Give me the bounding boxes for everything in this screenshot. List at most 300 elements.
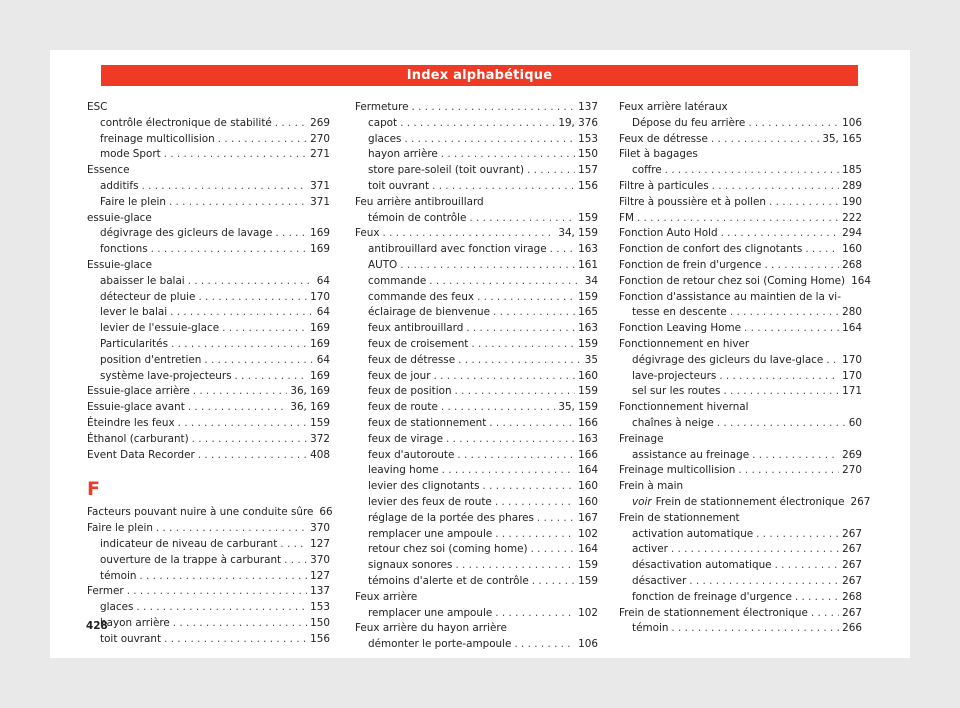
index-entry-label: [619, 511, 740, 527]
index-page-ref: 159: [578, 574, 598, 587]
dot-leader: [756, 527, 839, 543]
index-entry-label: [368, 511, 534, 527]
index-page-ref: 271: [310, 148, 330, 161]
index-entry-label: [368, 400, 438, 416]
index-entry-text: dégivrage des gicleurs de lavage: [100, 227, 273, 240]
index-entry-label: [368, 258, 397, 274]
index-entry-text: Essuie-glace: [87, 258, 152, 271]
index-entry-label: [355, 590, 417, 606]
dot-leader: [383, 226, 556, 242]
index-entry-label: [100, 569, 136, 585]
index-page-ref: 267: [842, 606, 862, 619]
index-entry: [87, 305, 330, 321]
index-page-ref: 166: [578, 416, 598, 429]
index-entry-text: Frein à main: [619, 480, 684, 493]
index-entry-text: hayon arrière: [368, 148, 438, 161]
dot-leader: [469, 211, 575, 227]
index-page-ref: 164: [842, 322, 862, 335]
index-entry-label: [368, 606, 492, 622]
index-entry-label: [100, 632, 161, 648]
dot-leader: [744, 321, 839, 337]
index-entry-text: Frein de stationnement électronique: [619, 606, 808, 619]
index-entry-text: contrôle électronique de stabilité: [100, 116, 272, 129]
index-entry: [619, 258, 862, 274]
index-entry-text: position d'entretien: [100, 353, 202, 366]
index-entry-text: levier de l'essuie-glace: [100, 322, 220, 335]
page-header-title: Index alphabétique: [101, 65, 858, 86]
index-entry: [355, 305, 598, 321]
index-entry: [619, 527, 862, 543]
index-entry-label: [632, 495, 845, 511]
index-page-ref: 164: [578, 543, 598, 556]
index-entry-text: réglage de la portée des phares: [368, 511, 534, 524]
index-page-ref: 167: [578, 511, 598, 524]
index-page-ref: 165: [578, 306, 598, 319]
index-entry-text: leaving home: [368, 464, 439, 477]
index-page-ref: 169: [310, 369, 330, 382]
index-entry-label: [100, 116, 272, 132]
dot-leader: [455, 558, 575, 574]
index-page-ref: 289: [842, 179, 862, 192]
index-entry-label: [632, 384, 720, 400]
index-entry-label: [632, 116, 745, 132]
index-entry-label: [87, 416, 175, 432]
index-entry-label: [632, 163, 662, 179]
index-entry-label: [632, 590, 792, 606]
dot-leader: [164, 632, 307, 648]
index-entry-label: [87, 584, 124, 600]
index-section-letter: F: [87, 478, 100, 501]
index-entry-label: [368, 495, 492, 511]
dot-leader: [477, 290, 575, 306]
index-entry-text: Éthanol (carburant): [87, 432, 189, 445]
index-entry-text: Frein de stationnement électronique: [655, 495, 845, 508]
index-entry-text: Facteurs pouvant nuire à une conduite sûre: [87, 506, 314, 519]
index-entry-label: [619, 211, 634, 227]
dot-leader: [400, 116, 555, 132]
index-entry: [619, 163, 862, 179]
index-page-ref: 64: [316, 353, 330, 366]
index-entry-text: Faire le plein: [87, 522, 153, 535]
dot-leader: [218, 132, 307, 148]
index-heading: [87, 163, 330, 179]
index-entry: [619, 274, 871, 290]
index-page-ref: 64: [316, 306, 330, 319]
index-entry: [87, 432, 330, 448]
index-page-ref: 153: [310, 601, 330, 614]
index-page-ref: 137: [310, 585, 330, 598]
index-entry-label: [368, 527, 492, 543]
dot-leader: [721, 226, 840, 242]
index-entry: [355, 432, 598, 448]
index-page-ref: 157: [578, 164, 598, 177]
index-page-ref: 190: [842, 195, 862, 208]
index-page-ref: 159: [578, 559, 598, 572]
index-entry-label: [368, 179, 429, 195]
dot-leader: [752, 448, 839, 464]
dot-leader: [769, 195, 839, 211]
index-entry: [355, 147, 598, 163]
index-entry-text: additifs: [100, 179, 139, 192]
index-entry-label: [87, 163, 129, 179]
index-entry-text: store pare-soleil (toit ouvrant): [368, 164, 525, 177]
dot-leader: [188, 274, 314, 290]
index-entry: [87, 195, 330, 211]
index-entry: [87, 337, 330, 353]
index-entry-text: essuie-glace: [87, 211, 152, 224]
index-entry: [87, 132, 330, 148]
index-entry-label: [619, 258, 761, 274]
index-entry-text: feux de route: [368, 401, 438, 414]
index-page-ref: 159: [578, 211, 598, 224]
index-entry-text: désactiver: [632, 574, 687, 587]
index-page-ref: 66: [319, 506, 333, 519]
index-page-ref: 294: [842, 227, 862, 240]
index-entry-label: [632, 369, 716, 385]
index-entry-text: glaces: [100, 601, 134, 614]
index-entry-label: [100, 353, 201, 369]
index-page-ref: 170: [842, 369, 862, 382]
index-entry-text: antibrouillard avec fonction virage: [368, 243, 547, 256]
index-entry: [87, 369, 330, 385]
index-page-ref: 161: [578, 258, 598, 271]
index-page-ref: 106: [842, 116, 862, 129]
index-entry-label: [87, 211, 152, 227]
index-page-ref: 34: [584, 274, 598, 287]
index-entry-text: feux de croisement: [368, 337, 469, 350]
index-entry-label: [368, 274, 426, 290]
index-entry-label: [632, 305, 727, 321]
index-entry: [619, 558, 862, 574]
index-entry-label: [619, 195, 766, 211]
index-entry-label: [87, 258, 152, 274]
index-page-ref: 372: [310, 432, 330, 445]
index-entry-label: [368, 163, 524, 179]
index-entry: [355, 290, 598, 306]
index-entry-label: [355, 621, 507, 637]
index-entry-text: Filet à bagages: [619, 148, 698, 161]
index-entry: [355, 337, 598, 353]
index-entry-label: [87, 384, 190, 400]
index-heading: [87, 100, 330, 116]
index-page-ref: 160: [578, 480, 598, 493]
dot-leader: [795, 590, 839, 606]
dot-leader: [198, 448, 307, 464]
index-heading: [355, 195, 598, 211]
index-entry-text: mode Sport: [100, 148, 161, 161]
index-page-ref: 160: [578, 369, 598, 382]
dot-leader: [495, 606, 575, 622]
index-column-1: [87, 100, 333, 648]
index-entry: [87, 616, 330, 632]
index-page: [50, 50, 910, 658]
dot-leader: [671, 621, 839, 637]
index-page-ref: 64: [316, 274, 330, 287]
index-entry: [87, 353, 330, 369]
index-page-ref: 156: [310, 632, 330, 645]
index-entry-text: signaux sonores: [368, 559, 453, 572]
index-entry-label: [100, 369, 232, 385]
index-entry: [87, 179, 330, 195]
index-entry: [619, 606, 862, 622]
index-entry: [87, 537, 330, 553]
index-entry-text: éclairage de bienvenue: [368, 306, 491, 319]
index-entry-label: [368, 637, 511, 653]
index-page-ref: 156: [578, 179, 598, 192]
dot-leader: [457, 448, 575, 464]
index-entry-text: toit ouvrant: [368, 179, 430, 192]
index-entry-label: [619, 100, 728, 116]
index-heading: [619, 337, 862, 353]
dot-leader: [717, 416, 846, 432]
index-entry: [355, 179, 598, 195]
index-page-ref: 266: [842, 622, 862, 635]
index-entry-label: [368, 463, 439, 479]
index-entry-label: [368, 542, 528, 558]
index-entry-label: [100, 195, 166, 211]
index-page-ref: 60: [848, 416, 862, 429]
index-entry-text: AUTO: [368, 258, 398, 271]
index-entry: [619, 574, 862, 590]
index-entry-text: feux de position: [368, 385, 452, 398]
index-entry-text: fonctions: [100, 243, 148, 256]
index-entry-label: [632, 416, 714, 432]
index-page-ref: 164: [851, 274, 871, 287]
index-entry-text: Fonction Auto Hold: [619, 227, 718, 240]
index-page-ref: 269: [842, 448, 862, 461]
index-entry-label: [87, 505, 313, 521]
index-entry: [87, 569, 330, 585]
index-entry-text: Essence: [87, 164, 130, 177]
index-entry-text: Freinage: [619, 432, 664, 445]
index-entry-text: Particularités: [100, 337, 168, 350]
dot-leader: [151, 242, 308, 258]
index-entry-text: capot: [368, 116, 398, 129]
index-entry-text: sel sur les routes: [632, 385, 721, 398]
dot-leader: [432, 179, 575, 195]
index-entry: [619, 116, 862, 132]
index-entry-text: tesse en descente: [632, 306, 727, 319]
index-page-ref: 268: [842, 590, 862, 603]
index-entry-text: Éteindre les feux: [87, 416, 175, 429]
index-heading: [619, 432, 862, 448]
index-page-ref: 166: [578, 448, 598, 461]
dot-leader: [204, 353, 313, 369]
index-entry-text: témoin de contrôle: [368, 211, 467, 224]
index-entry: [619, 242, 862, 258]
index-entry-text: Feux arrière: [355, 590, 418, 603]
index-entry: [355, 353, 598, 369]
index-page-ref: 36, 169: [290, 385, 330, 398]
index-entry: [87, 321, 330, 337]
index-heading: [355, 621, 598, 637]
index-page-ref: 268: [842, 258, 862, 271]
index-page-ref: 267: [842, 574, 862, 587]
index-entry-label: [100, 242, 148, 258]
index-entry-text: détecteur de pluie: [100, 290, 196, 303]
index-entry: [87, 242, 330, 258]
index-heading: [619, 511, 862, 527]
index-page-ref: 36, 169: [290, 401, 330, 414]
index-entry-label: [619, 463, 735, 479]
index-entry: [87, 553, 330, 569]
index-entry: [619, 353, 862, 369]
index-entry-label: [100, 290, 195, 306]
index-entry: [355, 384, 598, 400]
index-entry-label: [100, 321, 219, 337]
dot-leader: [275, 116, 307, 132]
index-entry-text: coffre: [632, 164, 662, 177]
index-entry-text: Fermer: [87, 585, 124, 598]
index-entry: [355, 479, 598, 495]
index-entry-label: [619, 432, 663, 448]
dot-leader: [730, 305, 839, 321]
dot-leader: [429, 274, 582, 290]
index-entry-label: [632, 353, 823, 369]
index-entry-text: feux de détresse: [368, 353, 456, 366]
index-page-ref: 160: [842, 243, 862, 256]
index-entry-text: ouverture de la trappe à carburant: [100, 553, 282, 566]
index-entry-label: [619, 274, 845, 290]
index-entry: [355, 637, 598, 653]
dot-leader: [531, 542, 576, 558]
index-entry-text: Fonction de confort des clignotants: [619, 243, 803, 256]
index-entry-label: [619, 606, 808, 622]
index-entry: [619, 463, 862, 479]
dot-leader: [127, 584, 307, 600]
index-page-ref: 269: [310, 116, 330, 129]
index-entry-label: [368, 558, 452, 574]
index-entry-label: [100, 600, 133, 616]
index-page-ref: 371: [310, 179, 330, 192]
index-entry-text: Fonction d'assistance au maintien de la vi-: [619, 290, 841, 303]
index-entry-label: [100, 616, 170, 632]
index-entry-text: Feux: [355, 227, 380, 240]
index-entry-text: toit ouvrant: [100, 632, 162, 645]
dot-leader: [748, 116, 839, 132]
index-entry-label: [368, 147, 438, 163]
index-entry-label: [619, 179, 709, 195]
index-heading: [619, 100, 862, 116]
index-entry-label: [619, 337, 749, 353]
index-entry-label: [87, 521, 153, 537]
index-page-ref: 185: [842, 164, 862, 177]
index-page-ref: 34, 159: [558, 227, 598, 240]
index-entry: [355, 606, 598, 622]
index-entry: [355, 211, 598, 227]
index-entry-label: [368, 290, 474, 306]
dot-leader: [441, 147, 575, 163]
index-entry-label: [355, 226, 380, 242]
index-entry-text: Essuie-glace avant: [87, 401, 185, 414]
index-entry-label: [632, 448, 749, 464]
index-entry-text: levier des clignotants: [368, 480, 480, 493]
index-page-ref: 127: [310, 569, 330, 582]
index-entry-text: chaînes à neige: [632, 416, 714, 429]
dot-leader: [192, 432, 307, 448]
index-entry-label: [100, 537, 277, 553]
dot-leader: [719, 369, 839, 385]
index-page-ref: 35, 165: [822, 132, 862, 145]
dot-leader: [805, 242, 839, 258]
index-entry-text: Fonctionnement en hiver: [619, 337, 750, 350]
index-entry: [355, 400, 598, 416]
index-entry: [619, 321, 862, 337]
dot-leader: [171, 337, 307, 353]
index-entry: [619, 305, 862, 321]
index-page-ref: 159: [310, 416, 330, 429]
dot-leader: [738, 463, 839, 479]
index-entry-text: hayon arrière: [100, 616, 170, 629]
dot-leader: [433, 369, 575, 385]
index-heading: [87, 258, 330, 274]
index-page-ref: 267: [842, 559, 862, 572]
index-entry-text: lave-projecteurs: [632, 369, 717, 382]
index-entry-text: levier des feux de route: [368, 495, 492, 508]
index-entry-label: [619, 132, 708, 148]
index-entry-text: Dépose du feu arrière: [632, 116, 746, 129]
dot-leader: [550, 242, 576, 258]
dot-leader: [712, 179, 839, 195]
index-entry-label: [87, 432, 189, 448]
index-entry-label: [368, 242, 547, 258]
index-entry: [355, 558, 598, 574]
index-entry: [619, 179, 862, 195]
index-entry-label: [368, 337, 468, 353]
index-page-ref: 280: [842, 306, 862, 319]
index-entry-label: [368, 132, 401, 148]
index-entry: [87, 274, 330, 290]
index-entry: [619, 416, 862, 432]
index-page-ref: 163: [578, 322, 598, 335]
index-entry: [355, 542, 598, 558]
index-page-ref: 102: [578, 606, 598, 619]
dot-leader: [284, 553, 307, 569]
index-page-ref: 169: [310, 243, 330, 256]
index-page-ref: 169: [310, 227, 330, 240]
dot-leader: [775, 558, 840, 574]
index-entry: [87, 632, 330, 648]
index-page-ref: 370: [310, 553, 330, 566]
index-entry: [619, 211, 862, 227]
index-entry: [87, 400, 330, 416]
index-entry-label: [368, 448, 454, 464]
index-entry: [619, 448, 862, 464]
dot-leader: [455, 384, 576, 400]
index-entry: [355, 416, 598, 432]
index-page-ref: 371: [310, 195, 330, 208]
index-page-ref: 222: [842, 211, 862, 224]
index-entry: [87, 600, 330, 616]
index-entry: [619, 132, 862, 148]
index-entry: [355, 463, 598, 479]
index-entry-text: feux de jour: [368, 369, 431, 382]
dot-leader: [136, 600, 307, 616]
index-entry-label: [100, 274, 185, 290]
index-entry-text: témoins d'alerte et de contrôle: [368, 574, 529, 587]
index-column-3: [619, 100, 871, 637]
index-entry: [355, 511, 598, 527]
index-heading: [355, 590, 598, 606]
dot-leader: [537, 511, 575, 527]
index-entry-label: [87, 100, 107, 116]
index-entry-label: [368, 305, 490, 321]
index-entry-label: [632, 574, 686, 590]
index-entry-text: dégivrage des gicleurs du lave-glace: [632, 353, 824, 366]
index-entry-label: [100, 305, 167, 321]
index-entry-text: abaisser le balai: [100, 274, 185, 287]
index-entry: [87, 290, 330, 306]
